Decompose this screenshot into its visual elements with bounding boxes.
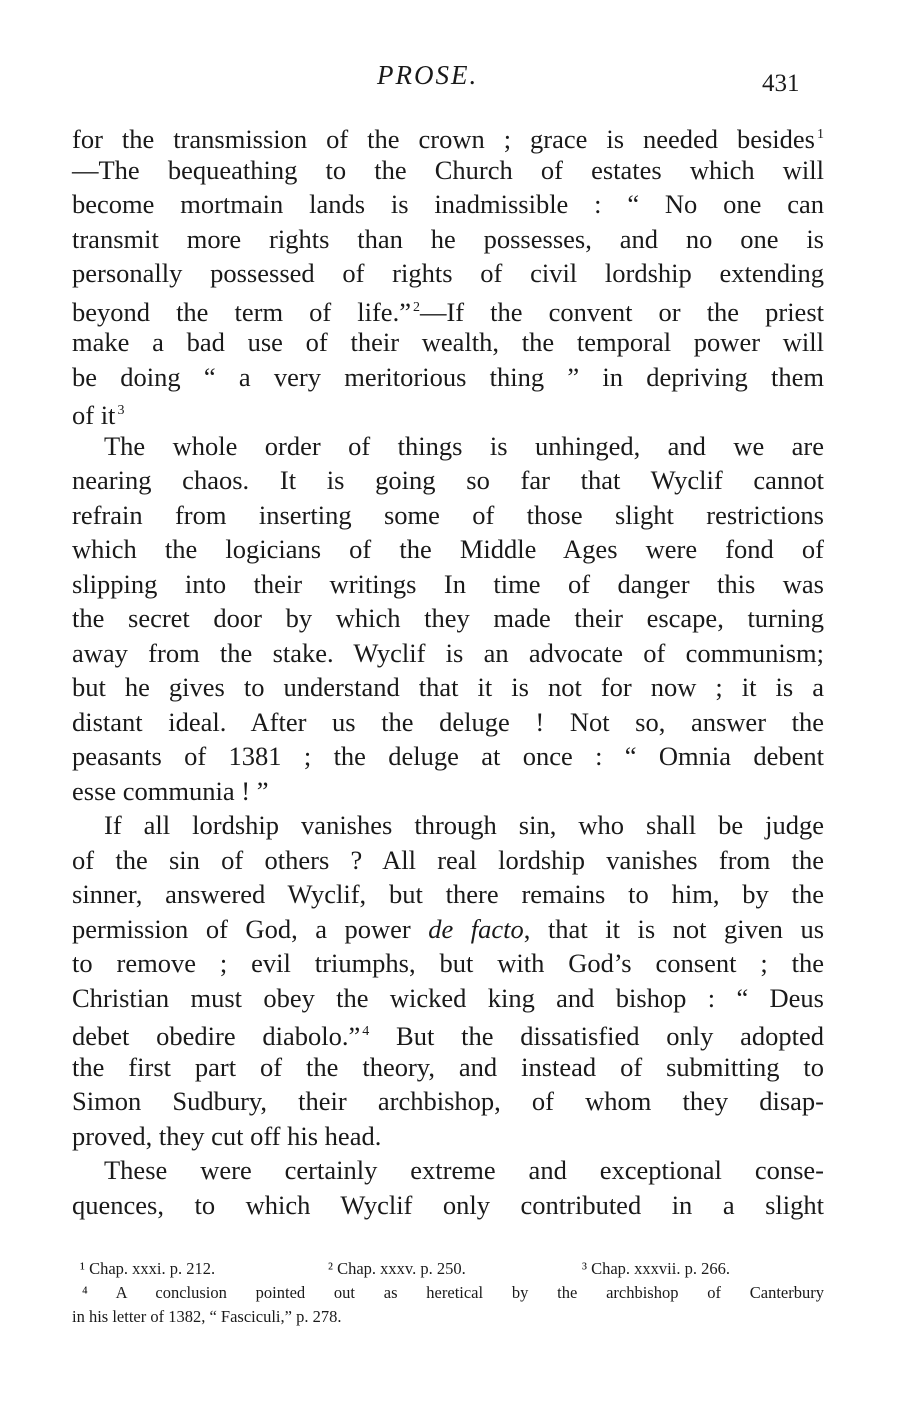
paragraph-start: The whole order of things is unhinged, and we are (104, 430, 824, 461)
text-line: but he gives to understand that it is not for now ; it is a (72, 672, 824, 702)
footnote-ref: 1 (817, 127, 824, 142)
text-line: nearing chaos. It is going so far that Wyclif cannot (72, 465, 824, 495)
text-line: become mortmain lands is inadmissible : “ No one can (72, 189, 824, 219)
text-line: make a bad use of their wealth, the temporal power will (72, 327, 824, 357)
text-line: beyond the term of life.” $^2$—If the convent or the priest (72, 296, 824, 327)
footnote-1: ¹ Chap. xxxi. p. 212. (80, 1259, 216, 1278)
text-line: the secret door by which they made their escape, turning (72, 603, 824, 633)
footnote-3: ³ Chap. xxxvii. p. 266. (582, 1259, 730, 1278)
italic-term: de facto (428, 913, 524, 944)
footnote-4-continued: in his letter of 1382, “ Fasciculi,” p. 278. (72, 1307, 342, 1326)
paragraph-start: These were certainly extreme and exceptional conse- (104, 1155, 824, 1185)
footnote-ref: 3 (117, 403, 125, 418)
text-line: the first part of the theory, and instead of submitting to (72, 1051, 824, 1082)
text-line: be doing “ a very meritorious thing ” in depriving them (72, 361, 824, 392)
text-line: of it $^3$ (72, 400, 125, 430)
text-line: personally possessed of rights of civil lordship extending (72, 258, 824, 288)
footnote-ref: 4 (362, 1024, 370, 1039)
footnote-row (72, 1258, 824, 1280)
text-line: distant ideal. After us the deluge ! Not so, answer the (72, 706, 824, 737)
text-line: proved, they cut off his head. (72, 1120, 382, 1151)
text-line: sinner, answered Wyclif, but there remains to him, by the (72, 879, 824, 909)
page-number: 431 (762, 70, 800, 97)
text-line: permission of God, a power de facto, that it is not given us (72, 913, 825, 944)
text-line: quences, to which Wyclif only contributed in a slight (72, 1189, 824, 1220)
text-line: esse communia ! ” (72, 775, 269, 806)
page-header (0, 60, 900, 100)
footnote-ref: 2 (412, 299, 420, 315)
text-line: debet obedire diabolo.” $^4$ But the dissatisfied only adopted (72, 1021, 824, 1051)
text-line: peasants of 1381 ; the deluge at once : “ Omnia debent (72, 741, 824, 771)
text-line: slipping into their writings In time of danger this was (72, 568, 824, 599)
text-line: of the sin of others ? All real lordship vanishes from the (72, 844, 824, 875)
paragraph-start: If all lordship vanishes through sin, who shall be judge (104, 810, 824, 840)
text-line: away from the stake. Wyclif is an advocate of communism; (72, 637, 824, 668)
text-line: Christian must obey the wicked king and bishop : “ Deus (72, 982, 824, 1013)
footnote-4: ⁴ A conclusion pointed out as heretical by the archbishop of Canterbury (82, 1283, 824, 1302)
text-line: transmit more rights than he possesses, and no one is (72, 223, 824, 254)
text-line: to remove ; evil triumphs, but with God’s consent ; the (72, 948, 824, 978)
text-line: Simon Sudbury, their archbishop, of whom they disap- (72, 1086, 824, 1116)
running-title: PROSE. (377, 60, 479, 90)
text-line: which the logicians of the Middle Ages were fond of (72, 534, 824, 564)
text-line: —The bequeathing to the Church of estates which will (72, 154, 824, 185)
text-line: for the transmission of the crown ; grace is needed besides $^1$ (72, 124, 824, 154)
text-line: refrain from inserting some of those slight restrictions (72, 499, 824, 530)
footnote-2: ² Chap. xxxv. p. 250. (328, 1259, 466, 1278)
